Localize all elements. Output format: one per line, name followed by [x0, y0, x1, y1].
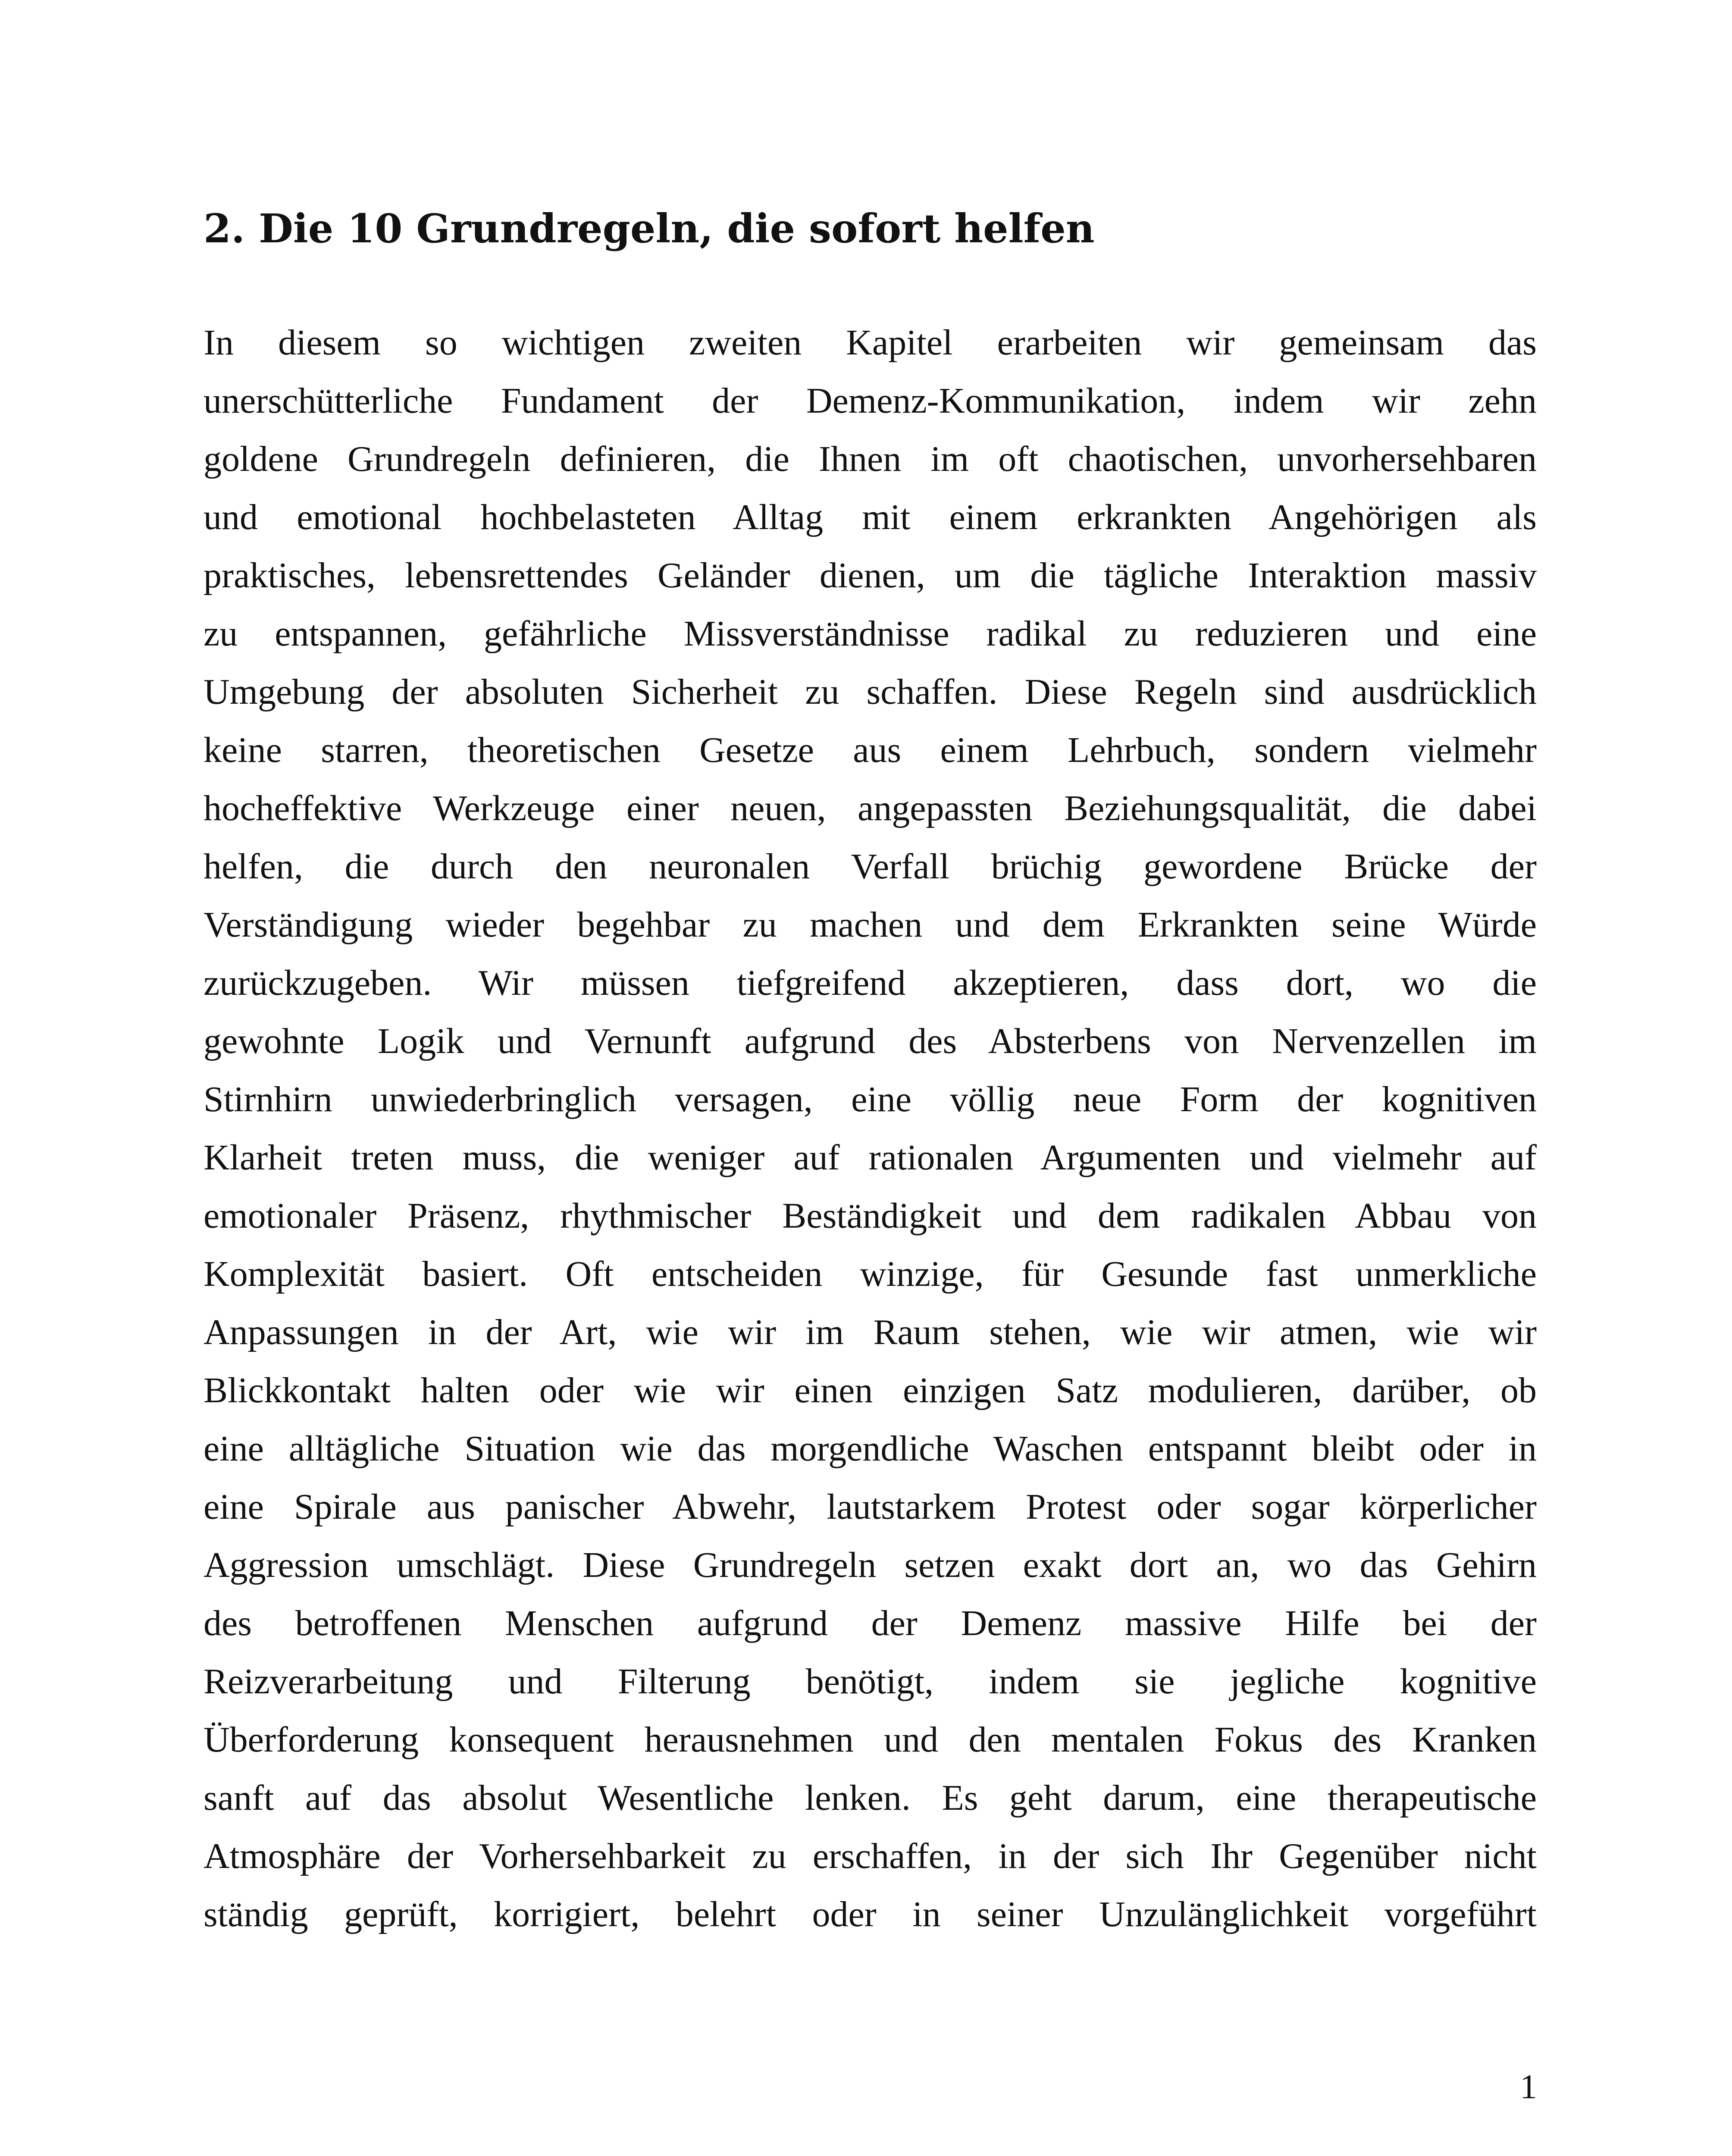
body-line: Komplexität basiert. Oft entscheiden winzige, für Gesunde fast unmerkliche: [204, 1254, 1537, 1294]
body-line: helfen, die durch den neuronalen Verfall brüchig gewordene Brücke der: [204, 846, 1537, 887]
body-line: Atmosphäre der Vorhersehbarkeit zu erschaffen, in der sich Ihr Gegenüber nicht: [204, 1836, 1537, 1876]
body-line: unerschütterliche Fundament der Demenz-Kommunikation, indem wir zehn: [204, 381, 1537, 421]
body-line: Überforderung konsequent herausnehmen und den mentalen Fokus des Kranken: [204, 1720, 1537, 1760]
body-paragraph: [204, 313, 1537, 1952]
body-line: Stirnhirn unwiederbringlich versagen, eine völlig neue Form der kognitiven: [204, 1079, 1537, 1119]
body-line: hocheffektive Werkzeuge einer neuen, angepassten Beziehungsqualität, die dabei: [204, 788, 1537, 828]
body-line: In diesem so wichtigen zweiten Kapitel erarbeiten wir gemeinsam das: [204, 323, 1537, 363]
body-line: Anpassungen in der Art, wie wir im Raum stehen, wie wir atmen, wie wir: [204, 1312, 1537, 1352]
body-line: eine Spirale aus panischer Abwehr, lautstarkem Protest oder sogar körperlicher: [204, 1487, 1537, 1527]
body-line: ständig geprüft, korrigiert, belehrt oder in seiner Unzulänglichkeit vorgeführt: [204, 1894, 1537, 1934]
body-line: praktisches, lebensrettendes Geländer dienen, um die tägliche Interaktion massiv: [204, 555, 1537, 595]
body-line: goldene Grundregeln definieren, die Ihnen im oft chaotischen, unvorhersehbaren: [204, 439, 1537, 479]
body-line: Verständigung wieder begehbar zu machen und dem Erkrankten seine Würde: [204, 905, 1537, 945]
body-line: emotionaler Präsenz, rhythmischer Beständigkeit und dem radikalen Abbau von: [204, 1196, 1537, 1236]
body-line: zurückzugeben. Wir müssen tiefgreifend akzeptieren, dass dort, wo die: [204, 963, 1537, 1003]
body-line: keine starren, theoretischen Gesetze aus einem Lehrbuch, sondern vielmehr: [204, 730, 1537, 770]
body-line: Blickkontakt halten oder wie wir einen einzigen Satz modulieren, darüber, ob: [204, 1370, 1537, 1410]
page-number: 1: [1520, 2068, 1537, 2106]
body-line: Umgebung der absoluten Sicherheit zu schaffen. Diese Regeln sind ausdrücklich: [204, 672, 1537, 712]
body-line: des betroffenen Menschen aufgrund der Demenz massive Hilfe bei der: [204, 1603, 1537, 1643]
body-line: zu entspannen, gefährliche Missverständnisse radikal zu reduzieren und eine: [204, 614, 1537, 654]
body-line: Aggression umschlägt. Diese Grundregeln setzen exakt dort an, wo das Gehirn: [204, 1545, 1537, 1585]
body-line: und emotional hochbelasteten Alltag mit einem erkrankten Angehörigen als: [204, 497, 1537, 537]
body-line: gewohnte Logik und Vernunft aufgrund des Absterbens von Nervenzellen im: [204, 1021, 1537, 1061]
body-line: Reizverarbeitung und Filterung benötigt, indem sie jegliche kognitive: [204, 1661, 1537, 1702]
chapter-heading: 2. Die 10 Grundregeln, die sofort helfen: [204, 205, 1095, 252]
body-line: Klarheit treten muss, die weniger auf rationalen Argumenten und vielmehr auf: [204, 1138, 1537, 1178]
body-line: eine alltägliche Situation wie das morgendliche Waschen entspannt bleibt oder in: [204, 1429, 1537, 1469]
body-line: sanft auf das absolut Wesentliche lenken. Es geht darum, eine therapeutische: [204, 1778, 1537, 1818]
